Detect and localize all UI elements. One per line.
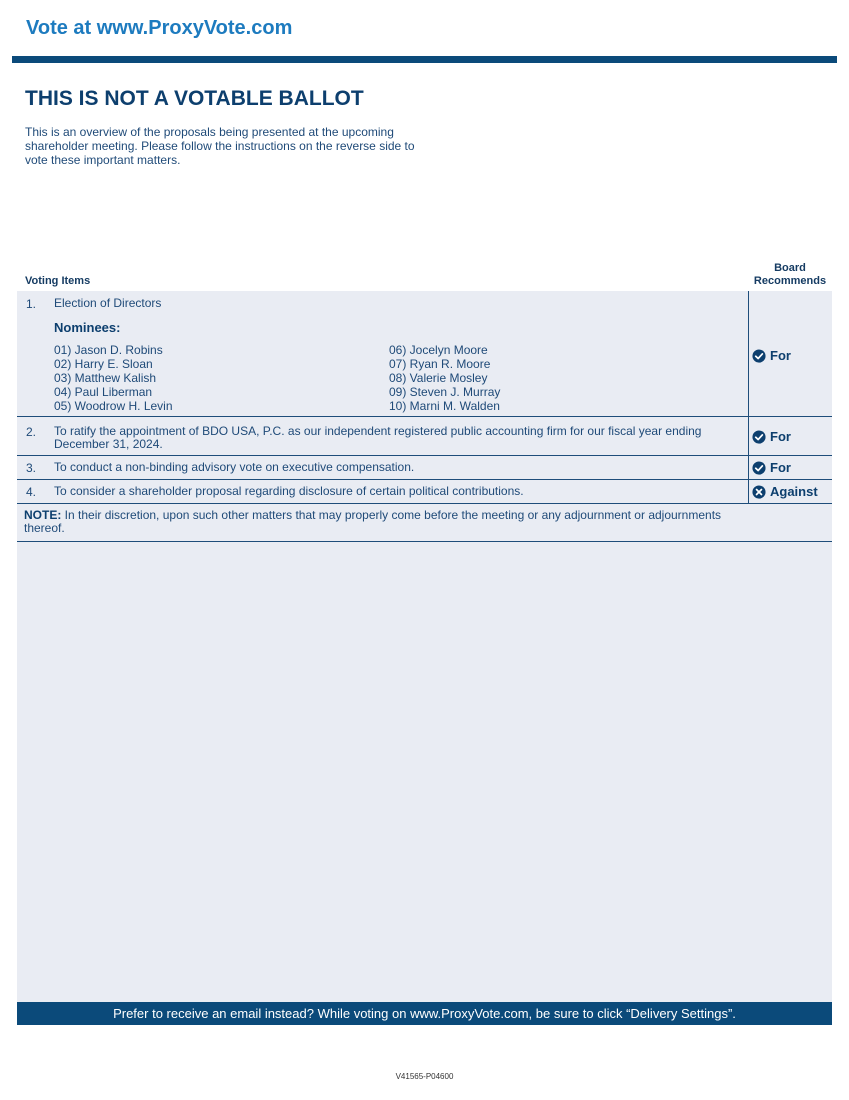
voting-items-header: Voting Items — [25, 275, 91, 287]
note-text: In their discretion, upon such other matters that may properly come before the meeting or any adjournment or adjournments thereof. — [24, 508, 722, 535]
voting-item-3 — [17, 456, 832, 480]
recommendation-label: Against — [770, 484, 818, 499]
note-row-border — [17, 503, 832, 542]
voting-item-2 — [17, 417, 832, 456]
document-code: V41565-P04600 — [395, 1072, 454, 1081]
header-rule — [12, 56, 837, 63]
item-number: 1. — [26, 297, 37, 311]
nominee: 02) Harry E. Sloan — [54, 357, 153, 371]
check-circle-icon — [752, 349, 766, 363]
board-label: Board — [774, 262, 806, 274]
note-label: NOTE: — [24, 508, 62, 522]
nominees-right-column — [389, 343, 500, 413]
nominee: 09) Steven J. Murray — [389, 385, 501, 399]
board-recommends-header — [748, 262, 832, 288]
recommendation-for — [752, 460, 791, 475]
nominees-left-column — [54, 343, 173, 413]
x-circle-icon — [752, 485, 766, 499]
nominee: 07) Ryan R. Moore — [389, 357, 491, 371]
page-title: THIS IS NOT A VOTABLE BALLOT — [25, 87, 364, 110]
recommendation-label: For — [770, 429, 791, 444]
item-number: 2. — [26, 425, 37, 439]
check-circle-icon — [752, 461, 766, 475]
recommendation-label: For — [770, 348, 791, 363]
nominee: 08) Valerie Mosley — [389, 371, 488, 385]
nominee: 01) Jason D. Robins — [54, 343, 163, 357]
nominee: 04) Paul Liberman — [54, 385, 153, 399]
check-circle-icon — [752, 430, 766, 444]
voting-item-1 — [17, 291, 832, 417]
intro-text: This is an overview of the proposals being presented at the upcoming shareholder meeting. Please follow the instructions on the reverse side to vote these important matters. — [25, 125, 415, 167]
item-text: To consider a shareholder proposal regarding disclosure of certain political contributions. — [54, 484, 524, 498]
item-number: 3. — [26, 461, 37, 475]
item-text: To ratify the appointment of BDO USA, P.C. as our independent registered public accounting firm for our fiscal year ending December 31, 2024. — [54, 424, 702, 451]
recommendation-for — [752, 429, 791, 444]
item-text: Election of Directors — [54, 296, 162, 310]
nominees-label: Nominees: — [54, 320, 121, 335]
voting-items-panel — [17, 291, 832, 1025]
item-number: 4. — [26, 485, 37, 499]
recommends-label: Recommends — [753, 275, 827, 287]
nominee: 05) Woodrow H. Levin — [54, 399, 173, 413]
item-text: To conduct a non-binding advisory vote on executive compensation. — [54, 460, 415, 474]
recommendation-for — [752, 348, 791, 363]
nominee: 06) Jocelyn Moore — [389, 343, 488, 357]
nominee: 10) Marni M. Walden — [389, 399, 500, 413]
recommendation-label: For — [770, 460, 791, 475]
nominee: 03) Matthew Kalish — [54, 371, 157, 385]
voting-item-4 — [17, 480, 832, 504]
vote-link[interactable]: Vote at www.ProxyVote.com — [26, 17, 293, 39]
email-prompt-bar: Prefer to receive an email instead? While voting on www.ProxyVote.com, be sure to click “Delivery Settings”. — [17, 1002, 832, 1025]
recommendation-against — [752, 484, 818, 499]
